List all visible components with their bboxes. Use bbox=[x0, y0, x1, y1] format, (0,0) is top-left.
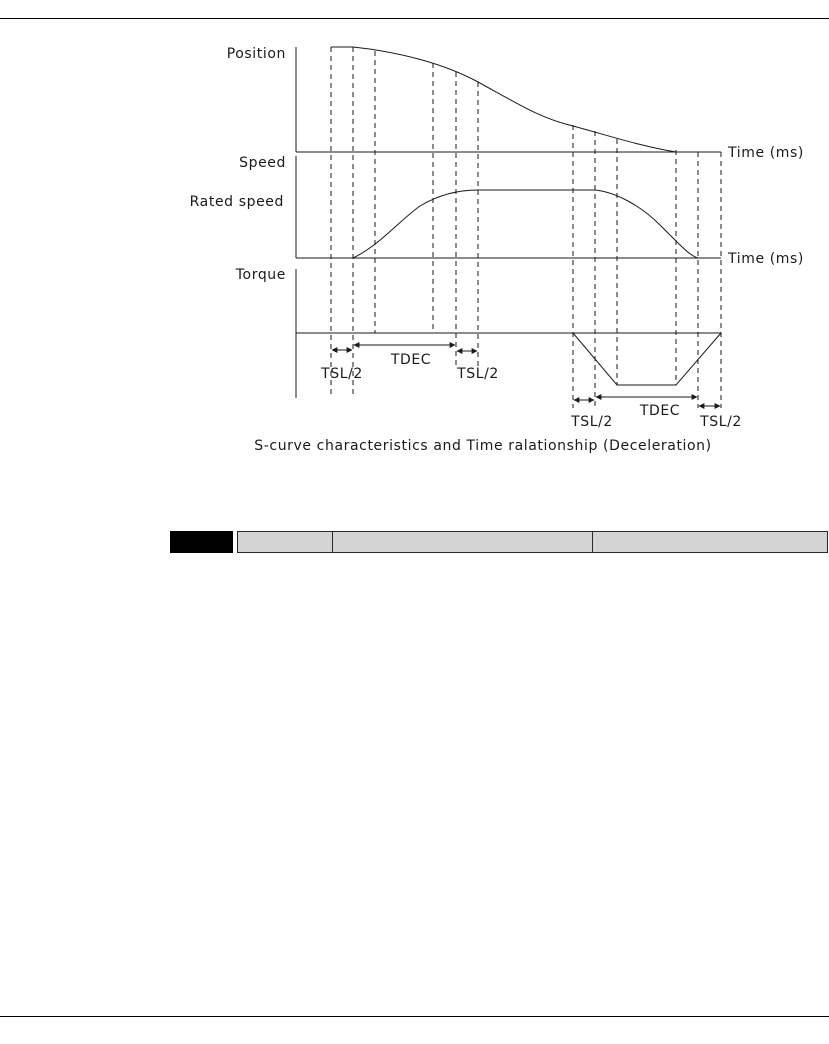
param-code-cell bbox=[170, 531, 233, 553]
position-label: Position bbox=[226, 46, 286, 62]
right-tsl-label-1: TSL/2 bbox=[571, 414, 613, 430]
torque-label: Torque bbox=[235, 267, 286, 283]
speed-curve bbox=[296, 190, 721, 258]
right-tdec-label: TDEC bbox=[639, 403, 681, 419]
left-tdec-label: TDEC bbox=[390, 352, 432, 368]
right-tsl-label-2: TSL/2 bbox=[700, 414, 742, 430]
left-tsl-label-2: TSL/2 bbox=[457, 366, 499, 382]
param-name-cell bbox=[333, 531, 593, 553]
time-axis-label-position: Time (ms) bbox=[728, 145, 804, 161]
footer-rule bbox=[0, 1016, 829, 1017]
param-extra-cell bbox=[593, 531, 828, 553]
param-address-cell bbox=[237, 531, 333, 553]
rated-speed-label: Rated speed bbox=[189, 194, 284, 210]
time-axis-label-speed: Time (ms) bbox=[728, 251, 804, 267]
speed-label: Speed bbox=[239, 155, 286, 171]
figure-caption: S-curve characteristics and Time ralationship (Deceleration) bbox=[254, 438, 712, 454]
position-curve bbox=[331, 47, 721, 152]
left-tsl-label-1: TSL/2 bbox=[321, 366, 363, 382]
parameter-header-bar bbox=[170, 531, 828, 553]
